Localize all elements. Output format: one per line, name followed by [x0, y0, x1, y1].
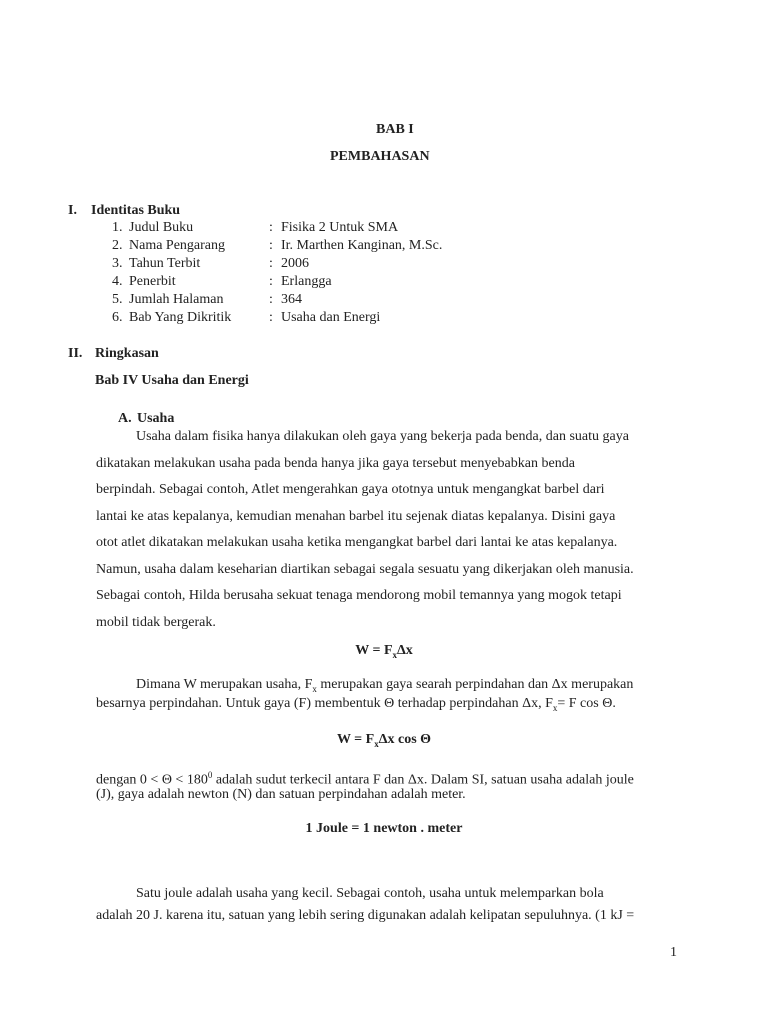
- identity-number: 3.: [112, 256, 123, 271]
- section-2-number: II.: [68, 346, 83, 361]
- paragraph-line: [96, 695, 616, 717]
- identity-separator: :: [269, 256, 273, 271]
- paragraph-line: Satu joule adalah usaha yang kecil. Sebagai contoh, usaha untuk melemparkan bola: [136, 886, 604, 901]
- chapter-heading: BAB I: [376, 122, 414, 137]
- identity-label: Penerbit: [129, 274, 176, 289]
- identity-separator: :: [269, 274, 273, 289]
- page-number: 1: [670, 945, 677, 960]
- text-run: Dimana W merupakan usaha, F: [136, 677, 313, 692]
- identity-value: 2006: [281, 256, 309, 271]
- formula-joule: 1 Joule = 1 newton . meter: [305, 821, 463, 836]
- section-1-title: Identitas Buku: [91, 203, 181, 218]
- paragraph-line: (J), gaya adalah newton (N) dan satuan perpindahan adalah meter.: [96, 787, 466, 802]
- formula-text: W = F: [336, 732, 375, 747]
- paragraph-line: lantai ke atas kepalanya, kemudian menahan barbel itu sejenak diatas kepalanya. Disini gaya: [96, 508, 616, 524]
- subscript: x: [312, 683, 317, 694]
- identity-label: Jumlah Halaman: [129, 292, 224, 307]
- paragraph-usaha-definition: [96, 428, 676, 640]
- subsection-letter: A.: [118, 411, 132, 426]
- identity-value: Fisika 2 Untuk SMA: [281, 220, 399, 235]
- formula-subscript: x: [374, 738, 379, 749]
- formula-text: Δx cos Θ: [378, 732, 432, 747]
- chapter-subtitle: Bab IV Usaha dan Energi: [95, 373, 249, 388]
- identity-label: Tahun Terbit: [129, 256, 201, 271]
- identity-separator: :: [269, 292, 273, 307]
- paragraph-line: dikatakan melakukan usaha pada benda hanya jika gaya tersebut menyebabkan benda: [96, 455, 575, 471]
- section-2-title: Ringkasan: [95, 346, 159, 361]
- identity-number: 6.: [112, 310, 123, 325]
- identity-value: Ir. Marthen Kanginan, M.Sc.: [281, 238, 443, 253]
- paragraph-line: Sebagai contoh, Hilda berusaha sekuat tenaga mendorong mobil temannya yang mogok tetapi: [96, 588, 622, 603]
- paragraph-line: berpindah. Sebagai contoh, Atlet mengerahkan gaya ototnya untuk mengangkat barbel dari: [96, 482, 605, 497]
- section-1-number: I.: [68, 203, 77, 218]
- identity-number: 2.: [112, 238, 123, 253]
- identity-label: Nama Pengarang: [129, 238, 226, 253]
- paragraph-line: adalah 20 J. karena itu, satuan yang lebih sering digunakan adalah kelipatan sepuluhnya. (1 kJ =: [96, 908, 635, 923]
- identity-number: 1.: [112, 220, 123, 235]
- formula-work: [0, 642, 768, 664]
- identity-value: Erlangga: [281, 274, 332, 289]
- text-run: merupakan gaya searah perpindahan dan Δx merupakan: [316, 677, 634, 692]
- identity-separator: :: [269, 238, 273, 253]
- superscript: 0: [207, 770, 213, 780]
- text-run: adalah sudut terkecil antara F dan Δx. Dalam SI, satuan usaha adalah joule: [212, 772, 634, 788]
- text-run: dengan 0 < Θ < 180: [96, 772, 208, 788]
- identity-separator: :: [269, 310, 273, 325]
- text-run: besarnya perpindahan. Untuk gaya (F) membentuk Θ terhadap perpindahan Δx, F: [96, 696, 553, 711]
- paragraph-line: otot atlet dikatakan melakukan usaha ketika mengangkat barbel dari lantai ke atas kepalanya.: [96, 535, 618, 550]
- identity-value: Usaha dan Energi: [281, 310, 381, 325]
- identity-label: Bab Yang Dikritik: [129, 310, 232, 325]
- text-run: = F cos Θ.: [557, 696, 616, 711]
- subsection-title: Usaha: [137, 411, 175, 426]
- subscript: x: [552, 702, 558, 713]
- paragraph-line: Usaha dalam fisika hanya dilakukan oleh gaya yang bekerja pada benda, dan suatu gaya: [136, 429, 629, 444]
- paragraph-line: mobil tidak bergerak.: [96, 614, 216, 630]
- identity-number: 5.: [112, 292, 123, 307]
- formula-work-angle: [0, 731, 768, 753]
- chapter-title: PEMBAHASAN: [330, 149, 430, 164]
- formula-text: W = F: [355, 643, 393, 658]
- formula-subscript: x: [392, 649, 397, 660]
- identity-number: 4.: [112, 274, 123, 289]
- identity-label: Judul Buku: [129, 220, 194, 235]
- identity-value: 364: [281, 292, 302, 307]
- identity-separator: :: [269, 220, 273, 235]
- formula-text: Δx: [397, 643, 413, 658]
- paragraph-line: Namun, usaha dalam keseharian diartikan sebagai segala sesuatu yang dikerjakan oleh manusia.: [96, 561, 634, 577]
